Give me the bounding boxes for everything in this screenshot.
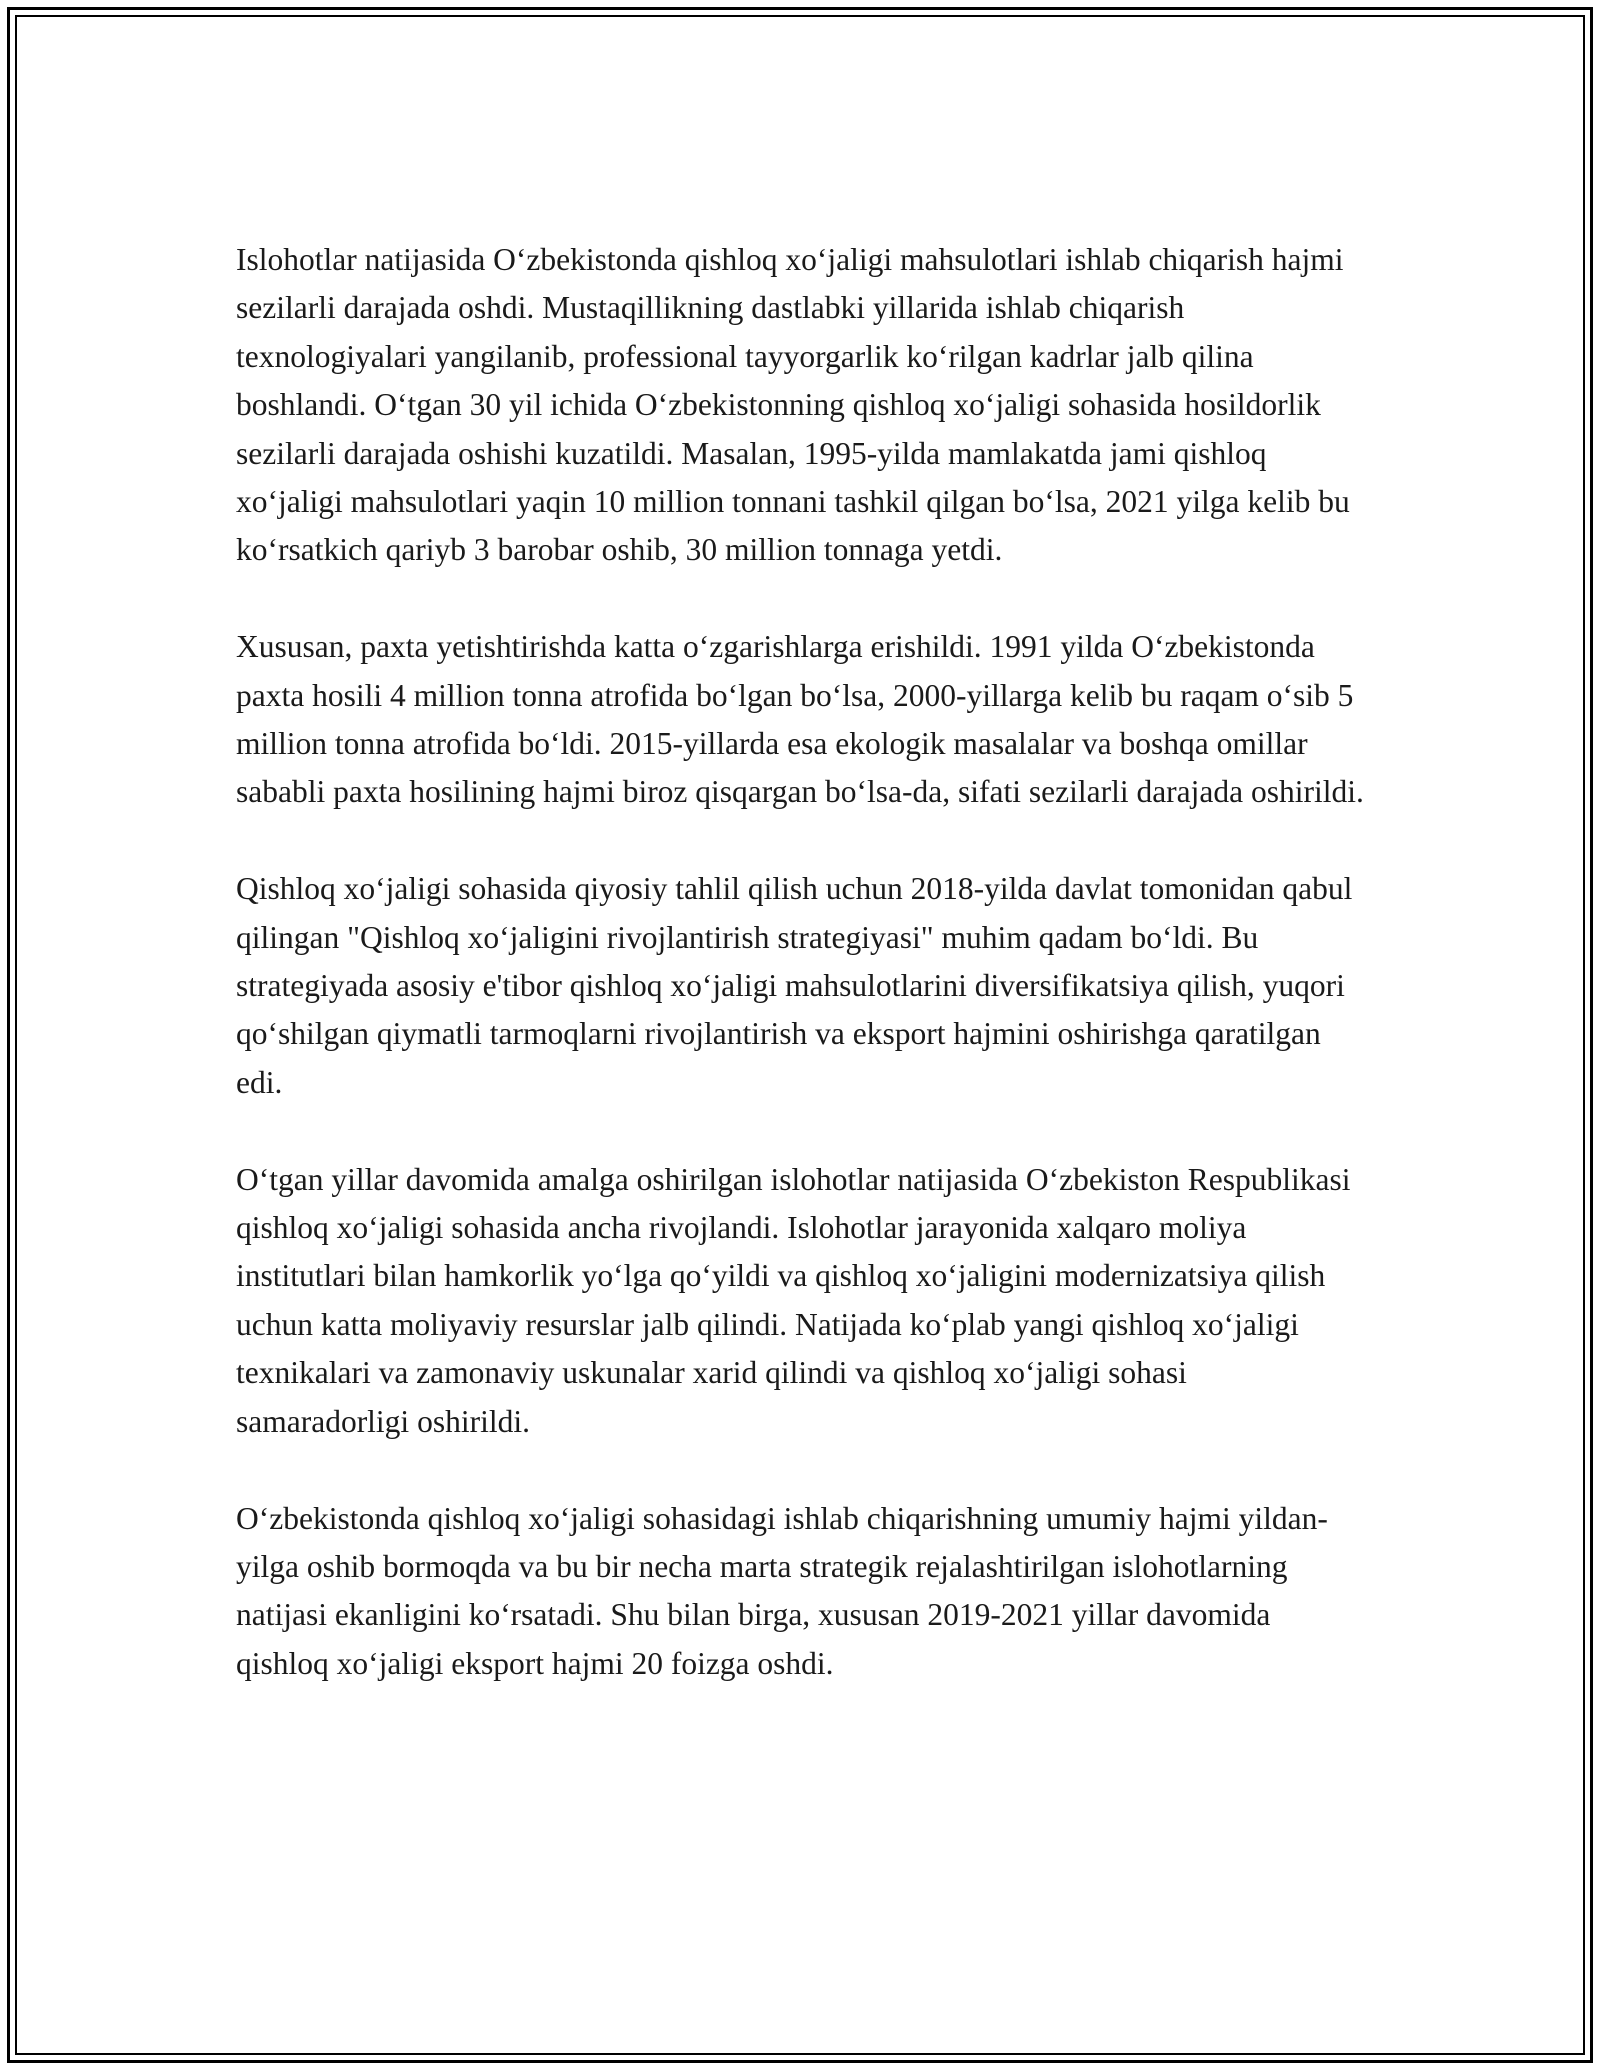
- paragraph-modernization: O‘tgan yillar davomida amalga oshirilgan islohotlar natijasida O‘zbekiston Respublikasi qishloq xo‘jaligi sohasida ancha rivojlandi. Islohotlar jarayonida xalqaro moliya institutlari bilan hamkorlik yo‘lga qo‘yildi va qishloq xo‘jaligini modernizatsiya qilish uchun katta moliyaviy resurslar jalb qilindi. Natijada ko‘plab yangi qishloq xo‘jaligi texnikalari va zamonaviy uskunalar xarid qilindi va qishloq xo‘jaligi sohasi samaradorligi oshirildi.: [236, 1161, 1351, 1439]
- paragraph-cotton: Xususan, paxta yetishtirishda katta o‘zgarishlarga erishildi. 1991 yilda O‘zbekistonda paxta hosili 4 million tonna atrofida bo‘lgan bo‘lsa, 2000-yillarga kelib bu raqam o‘sib 5 million tonna atrofida bo‘ldi. 2015-yillarda esa ekologik masalalar va boshqa omillar sababli paxta hosilining hajmi biroz qisqargan bo‘lsa-da, sifati sezilarli darajada oshirildi.: [236, 629, 1364, 810]
- paragraph-reforms-output: Islohotlar natijasida O‘zbekistonda qishloq xo‘jaligi mahsulotlari ishlab chiqarish hajmi sezilarli darajada oshdi. Mustaqillikning dastlabki yillarida ishlab chiqarish texnologiyalari yangilanib, professional tayyorgarlik ko‘rilgan kadrlar jalb qilina boshlandi. O‘tgan 30 yil ichida O‘zbekistonning qishloq xo‘jaligi sohasida hosildorlik sezilarli darajada oshishi kuzatildi. Masalan, 1995-yilda mamlakatda jami qishloq xo‘jaligi mahsulotlari yaqin 10 million tonnani tashkil qilgan bo‘lsa, 2021 yilga kelib bu ko‘rsatkich qariyb 3 barobar oshib, 30 million tonnaga yetdi.: [236, 242, 1350, 568]
- paragraph-strategy: Qishloq xo‘jaligi sohasida qiyosiy tahlil qilish uchun 2018-yilda davlat tomonidan qabul qilingan "Qishloq xo‘jaligini rivojlantirish strategiyasi" muhim qadam bo‘ldi. Bu strategiyada asosiy e'tibor qishloq xo‘jaligi mahsulotlarini diversifikatsiya qilish, yuqori qo‘shilgan qiymatli tarmoqlarni rivojlantirish va eksport hajmini oshirishga qaratilgan edi.: [236, 871, 1353, 1100]
- document-body: [236, 236, 1366, 1688]
- paragraph-export-growth: O‘zbekistonda qishloq xo‘jaligi sohasidagi ishlab chiqarishning umumiy hajmi yildan-yilga oshib bormoqda va bu bir necha marta strategik rejalashtirilgan islohotlarning natijasi ekanligini ko‘rsatadi. Shu bilan birga, xususan 2019-2021 yillar davomida qishloq xo‘jaligi eksport hajmi 20 foizga oshdi.: [236, 1500, 1328, 1681]
